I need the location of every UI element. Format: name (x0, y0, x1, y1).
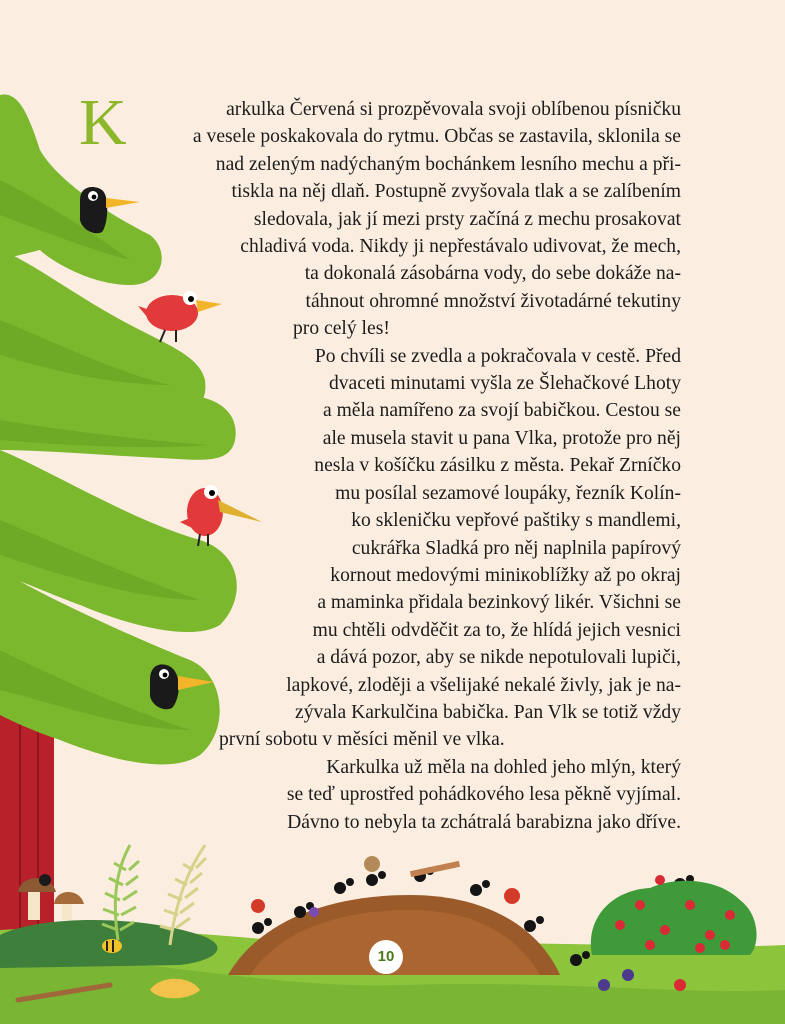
story-line: Karkulka už měla na dohled jeho mlýn, který (326, 756, 681, 778)
story-line: nad zeleným nadýchaným bochánkem lesního mechu a při- (215, 153, 681, 175)
story-line: se teď uprostřed pohádkového lesa pěkně vyjímal. (286, 784, 681, 806)
page-number: 10 (369, 940, 403, 974)
story-text (79, 86, 681, 836)
story-line: mu posílal sezamové loupáky, řezník Kolín- (335, 482, 681, 504)
story-line: sledovala, jak jí mezi prsty začíná z mechu prosakovat (253, 208, 681, 230)
story-line: mu chtěli odvděčit za to, že hlídá jejich vesnici (312, 619, 681, 641)
story-line: a vesele poskakovala do rytmu. Občas se zastavila, sklonila se (192, 126, 681, 148)
story-line: ta dokonalá zásobárna vody, do sebe dokáže na- (304, 263, 681, 285)
story-line: pro celý les! (293, 318, 390, 340)
story-line: kornout medovými miniкoblížky až po okraj (330, 564, 681, 586)
story-line: ale musela stavit u pana Vlka, protože pro něj (322, 427, 681, 449)
story-line: táhnout ohromné množství životadárné tekutiny (305, 290, 681, 312)
story-line: lapkové, zloději a všelijaké nekalé živly, jak je na- (286, 674, 681, 696)
story-line: zývala Karkulčina babička. Pan Vlk se totiž vždy (295, 701, 681, 723)
tree-trunk (0, 700, 54, 940)
story-line: chladivá voda. Nikdy ji nepřestávalo udivovat, že mech, (240, 236, 681, 258)
story-line: tiskla na něj dlaň. Postupně zvyšovala tlak a se zalíbením (231, 181, 681, 203)
story-line: Dávno to nebyla ta zchátralá barabizna jako dříve. (287, 811, 681, 833)
story-line: ko skleničku vepřové paštiky s mandlemi, (351, 510, 681, 532)
story-line: Po chvíli se zvedla a pokračovala v cestě. Před (314, 345, 681, 367)
story-line: první sobotu v měsíci měnil ve vlka. (219, 729, 505, 751)
story-line: a dává pozor, aby se nikde nepotulovali lupiči, (316, 647, 681, 669)
story-line: a měla namířeno za svojí babičkou. Cestou se (322, 400, 681, 422)
drop-cap: K (79, 86, 127, 159)
story-line: a maminka přidala bezinkový likér. Všichni se (317, 592, 681, 614)
story-line: arkulka Červená si prozpěvovala svoji oblíbenou písničku (226, 99, 681, 120)
story-line: dvaceti minutami vyšla ze Šlehačkové Lhoty (328, 373, 681, 395)
story-line: cukrářka Sladká pro něj naplnila papírový (351, 537, 681, 559)
story-line: nesla v košíčku zásilku z města. Pekař Zrníčko (314, 455, 681, 477)
